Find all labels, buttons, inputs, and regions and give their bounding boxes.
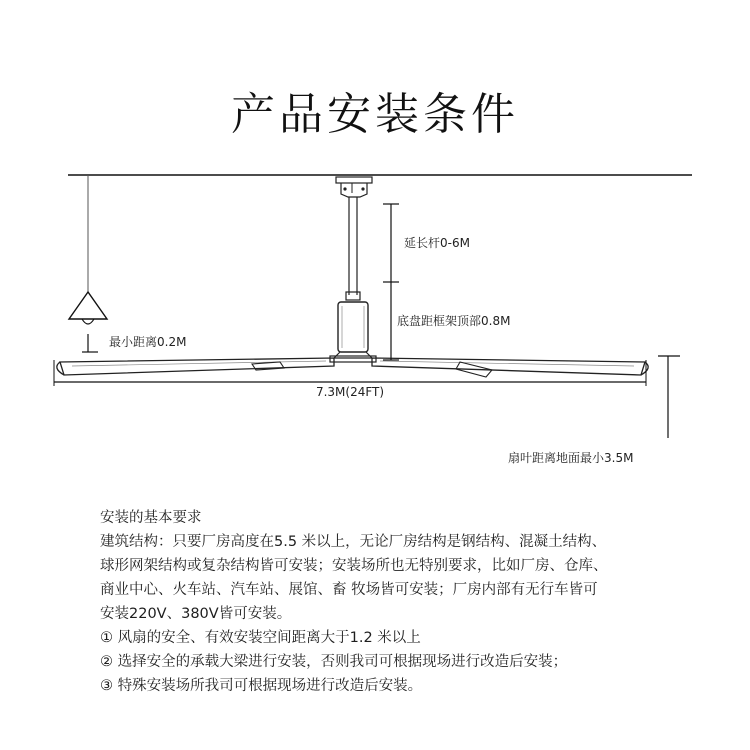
installation-requirements xyxy=(100,506,700,698)
min-distance-label: 最小距离0.2M xyxy=(109,335,187,349)
min-distance-marker xyxy=(82,334,98,352)
requirements-item: ③ 特殊安装场所我司可根据现场进行改造后安装。 xyxy=(100,678,423,694)
requirements-heading: 安装的基本要求 xyxy=(100,510,202,526)
fan-blades xyxy=(57,356,648,377)
requirements-item: ① 风扇的安全、有效安装空间距离大于1.2 米以上 xyxy=(100,630,421,646)
ground-clearance-dimension xyxy=(658,356,680,438)
ground-clearance-label: 扇叶距离地面最小3.5M xyxy=(508,451,634,465)
requirements-line: 商业中心、火车站、汽车站、展馆、畜 牧场皆可安装；厂房内部有无行车皆可 xyxy=(100,582,598,598)
span-label: 7.3M(24FT) xyxy=(315,385,385,399)
page-title: 产品安装条件 xyxy=(231,89,519,140)
pendant-lamp-icon xyxy=(69,175,107,324)
ceiling-mount-bracket xyxy=(336,177,372,197)
extension-rod xyxy=(346,197,360,300)
requirements-line: 球形网架结构或复杂结构皆可安装；安装场所也无特别要求，比如厂房、仓库、 xyxy=(100,558,608,574)
requirements-line: 安装220V、380V皆可安装。 xyxy=(100,606,292,622)
extension-rod-dimension xyxy=(383,204,399,282)
fan-motor xyxy=(334,302,372,358)
extension-rod-label: 延长杆0-6M xyxy=(404,236,470,250)
requirements-item: ② 选择安全的承载大梁进行安装，否则我司可根据现场进行改造后安装； xyxy=(100,654,568,670)
requirements-line: 建筑结构：只要厂房高度在5.5 米以上，无论厂房结构是钢结构、混凝土结构、 xyxy=(100,534,607,550)
chassis-frame-label: 底盘距框架顶部0.8M xyxy=(397,314,511,328)
